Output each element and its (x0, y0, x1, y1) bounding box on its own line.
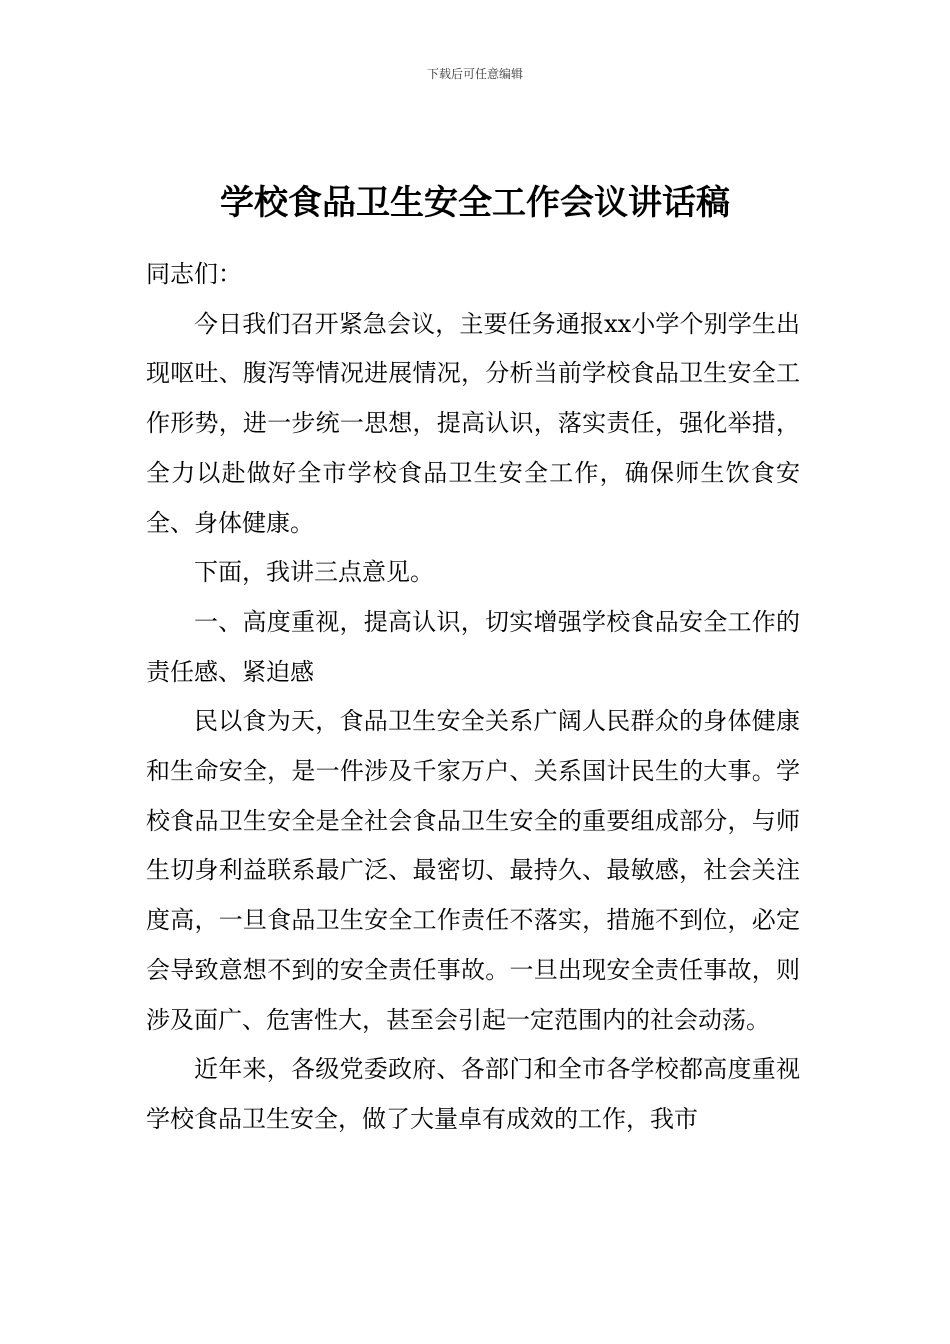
paragraph-recent-years: 近年来，各级党委政府、各部门和全市各学校都高度重视学校食品卫生安全，做了大量卓有成效的工作，我市 (146, 1055, 800, 1133)
section-heading-one: 一、高度重视，提高认识，切实增强学校食品安全工作的责任感、紧迫感 (146, 607, 800, 686)
document-title: 学校食品卫生安全工作会议讲话稿 (220, 183, 730, 223)
paragraph-three-points: 下面，我讲三点意见。 (194, 558, 434, 587)
paragraph-food-safety-importance: 民以食为天，食品卫生安全关系广阔人民群众的身体健康和生命安全，是一件涉及千家万户、关系国计民生的大事。学校食品卫生安全是全社会食品卫生安全的重要组成部分，与师生切身利益联系最广泛、最密切、最持久、最敏感，社会关注度高，一旦食品卫生安全工作责任不落实，措施不到位，必定会导致意想不到的安全责任事故。一旦出现安全责任事故，则涉及面广、危害性大，甚至会引起一定范围内的社会动荡。 (146, 707, 800, 1034)
document-body (146, 250, 800, 1145)
paragraph-intro: 今日我们召开紧急会议，主要任务通报xx小学个别学生出现呕吐、腹泻等情况进展情况，分析当前学校食品卫生安全工作形势，进一步统一思想，提高认识，落实责任，强化举措，全力以赴做好全市学校食品卫生安全工作，确保师生饮食安全、身体健康。 (146, 309, 800, 537)
page-header-note: 下载后可任意编辑 (426, 67, 523, 81)
salutation: 同志们： (146, 260, 242, 288)
